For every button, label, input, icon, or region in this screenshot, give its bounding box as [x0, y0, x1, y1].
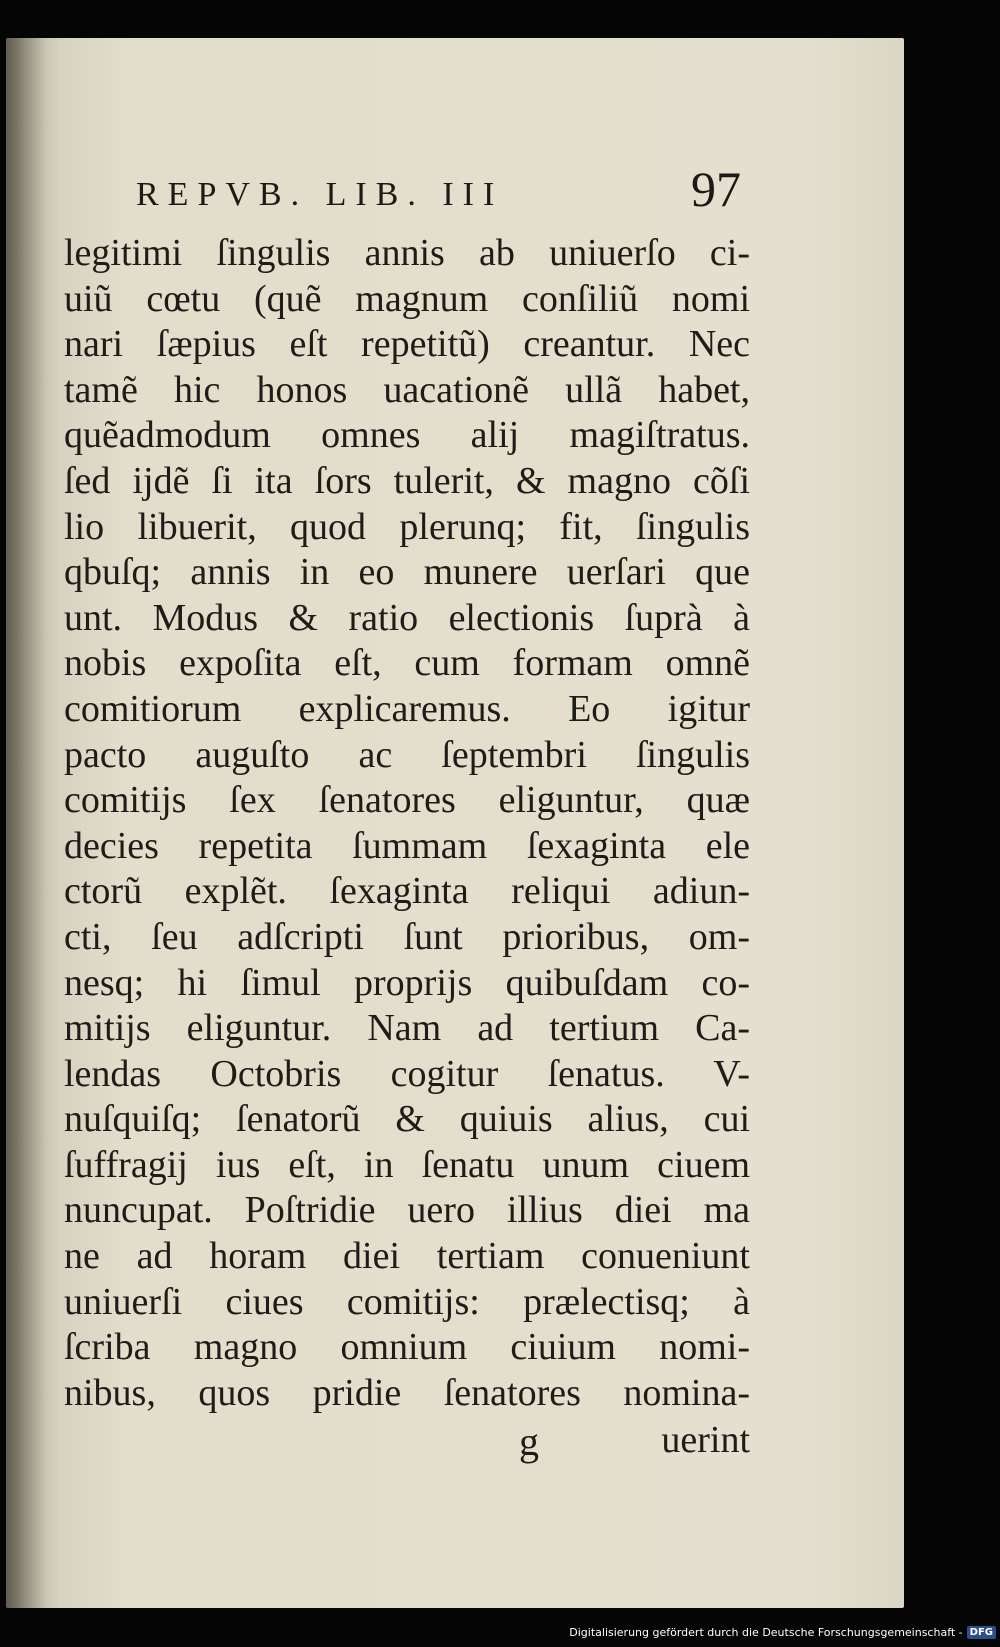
page-header	[126, 138, 746, 217]
text-line: ſed ijdẽ ſi ita ſors tulerit, & magno cõſi	[64, 459, 750, 502]
text-line: nari ſæpius eſt repetitũ) creantur. Nec	[64, 323, 750, 366]
text-line: ſcriba magno omnium ciuium nomi-	[64, 1326, 750, 1369]
text-line: nibus, quos pridie ſenatores nomina-	[64, 1371, 750, 1414]
text-line: nesq; hi ſimul proprijs quibuſdam co-	[64, 961, 750, 1004]
digitization-footer	[569, 1623, 996, 1641]
text-line: ſuffragij ius eſt, in ſenatu unum ciuem	[64, 1143, 750, 1186]
funding-credit: Digitalisierung gefördert durch die Deutsche Forschungsgemeinschaft -	[569, 1625, 963, 1639]
text-line: comitijs ſex ſenatores eliguntur, quæ	[64, 779, 750, 822]
text-line: cti, ſeu adſcripti ſunt prioribus, om-	[64, 915, 750, 958]
text-line: pacto auguſto ac ſeptembri ſingulis	[64, 733, 750, 776]
text-line: uniuerſi ciues comitijs: prælectisq; à	[64, 1280, 750, 1323]
text-line: comitiorum explicaremus. Eo igitur	[64, 687, 750, 730]
text-line: nuſquiſq; ſenatorũ & quiuis alius, cui	[64, 1098, 750, 1141]
text-line: qbuſq; annis in eo munere uerſari que	[64, 551, 750, 594]
catchword-row	[64, 1418, 750, 1468]
book-page	[6, 38, 904, 1608]
signature-mark: g	[519, 1419, 539, 1464]
text-line: nuncupat. Poſtridie uero illius diei ma	[64, 1189, 750, 1232]
dfg-logo: DFG	[967, 1626, 996, 1639]
text-line: quẽadmodum omnes alij magiſtratus.	[64, 414, 750, 457]
text-line: nobis expoſita eſt, cum formam omnẽ	[64, 642, 750, 685]
text-line: legitimi ſingulis annis ab uniuerſo ci-	[64, 232, 750, 274]
text-line: mitijs eliguntur. Nam ad tertium Ca-	[64, 1007, 750, 1050]
text-line: tamẽ hic honos uacationẽ ullã habet,	[64, 368, 750, 411]
text-line: lio libuerit, quod plerunq; fit, ſingulis	[64, 505, 750, 548]
text-block	[64, 231, 750, 1416]
text-line: decies repetita ſummam ſexaginta ele	[64, 824, 750, 867]
text-line: uiũ cœtu (quẽ magnum conſiliũ nomi	[64, 277, 750, 320]
text-line: ctorũ explẽt. ſexaginta reliqui adiun-	[64, 870, 750, 913]
text-line: ne ad horam diei tertiam conueniunt	[64, 1235, 750, 1278]
running-head: REPVB. LIB. III	[136, 176, 504, 213]
text-line: lendas Octobris cogitur ſenatus. V-	[64, 1052, 750, 1095]
text-line: unt. Modus & ratio electionis ſuprà à	[64, 596, 750, 639]
catchword: uerint	[661, 1419, 750, 1461]
folio-number: 97	[691, 161, 741, 217]
